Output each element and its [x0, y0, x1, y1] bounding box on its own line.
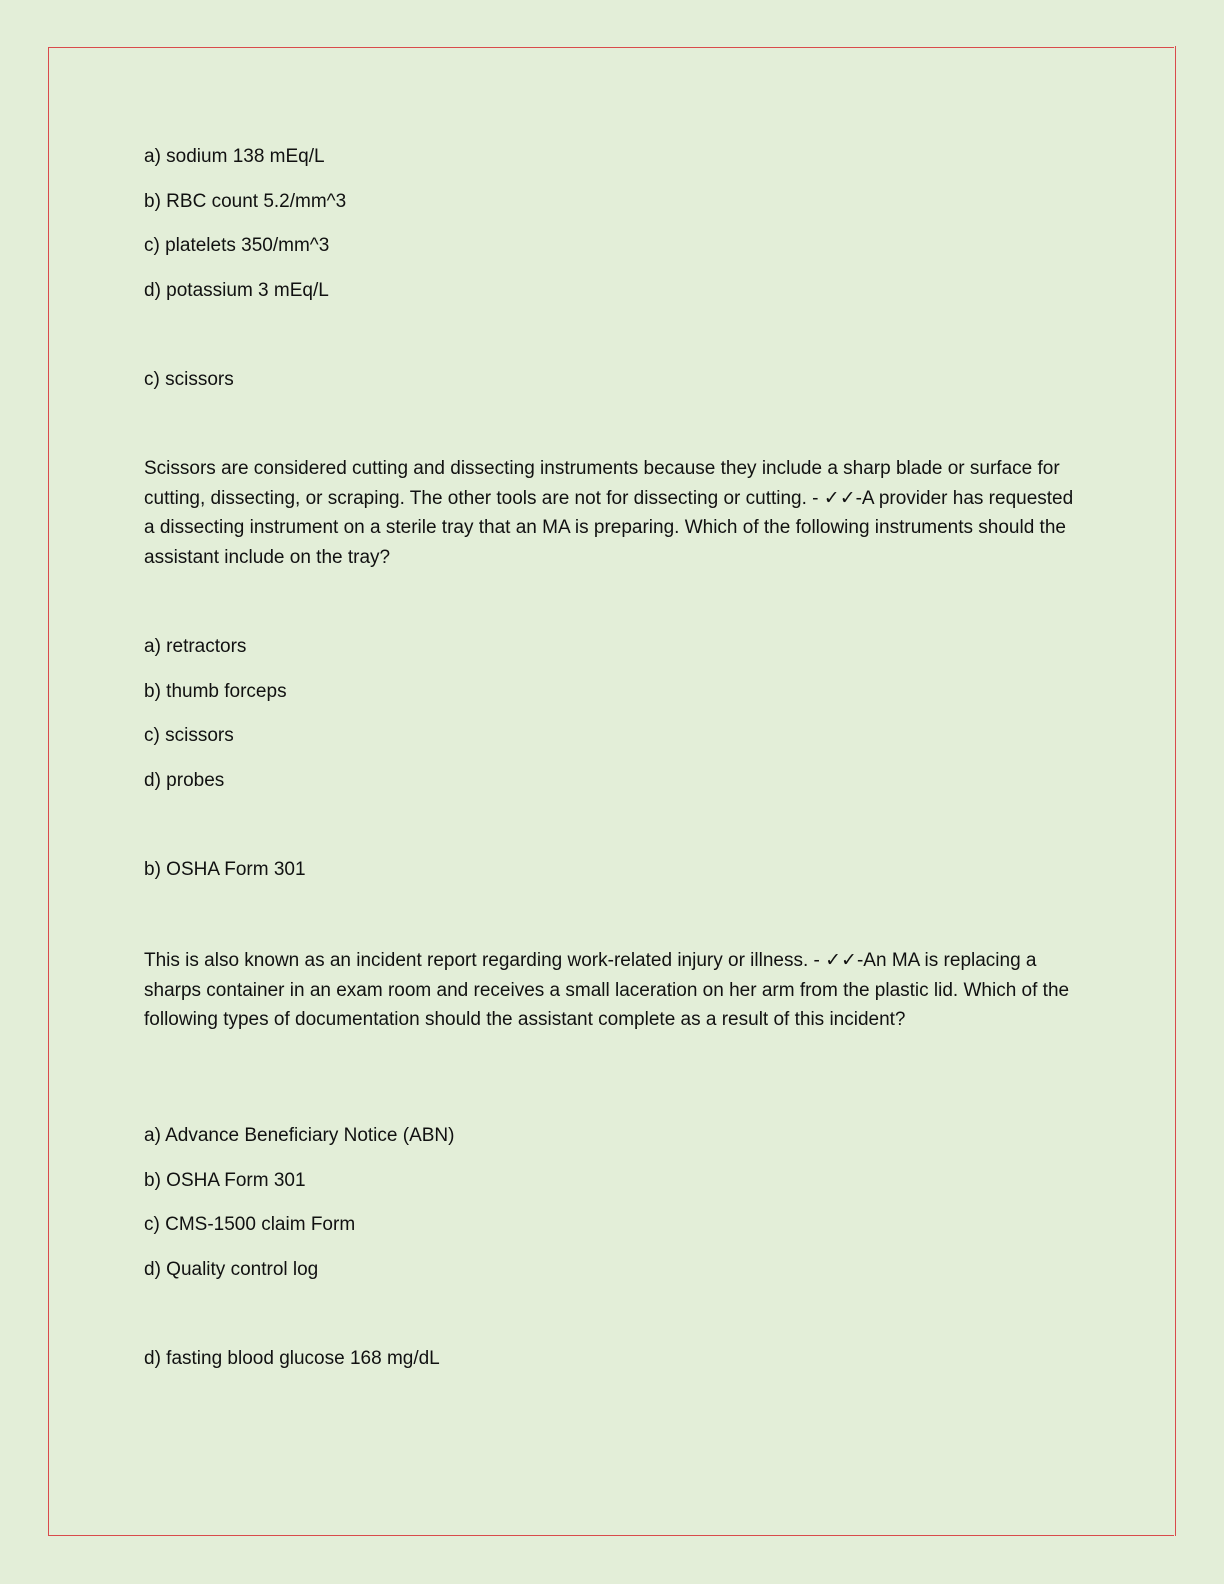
option-a: a) Advance Beneficiary Notice (ABN)	[144, 1125, 455, 1146]
option-c: c) platelets 350/mm^3	[144, 235, 330, 256]
option-b: b) RBC count 5.2/mm^3	[144, 191, 347, 212]
answer-line: d) fasting blood glucose 168 mg/dL	[144, 1348, 440, 1369]
answer-line: b) OSHA Form 301	[144, 859, 306, 880]
page-border-right-edge	[1175, 46, 1176, 1536]
option-a: a) sodium 138 mEq/L	[144, 146, 325, 167]
option-b: b) OSHA Form 301	[144, 1170, 306, 1191]
explanation-paragraph: Scissors are considered cutting and dissecting instruments because they include a sharp blade or surface for cutting, dissecting, or scraping. The other tools are not for dissecting or cutting. - ✓✓-A provider has requested a dissecting instrument on a sterile tray that an MA is preparing. Which of the following instruments should the assistant include on the tray?	[144, 458, 1074, 568]
option-d: d) probes	[144, 770, 225, 791]
option-c: c) CMS-1500 claim Form	[144, 1214, 356, 1235]
option-c: c) scissors	[144, 725, 234, 746]
option-b: b) thumb forceps	[144, 681, 287, 702]
option-d: d) Quality control log	[144, 1259, 319, 1280]
answer-line: c) scissors	[144, 369, 234, 390]
option-a: a) retractors	[144, 636, 247, 657]
explanation-paragraph: This is also known as an incident report regarding work-related injury or illness. - ✓✓-An MA is replacing a sharps container in an exam room and receives a small laceration on her arm from the plastic lid. Which of the following types of documentation should the assistant complete as a result of this incident?	[144, 950, 1070, 1030]
option-d: d) potassium 3 mEq/L	[144, 280, 329, 301]
